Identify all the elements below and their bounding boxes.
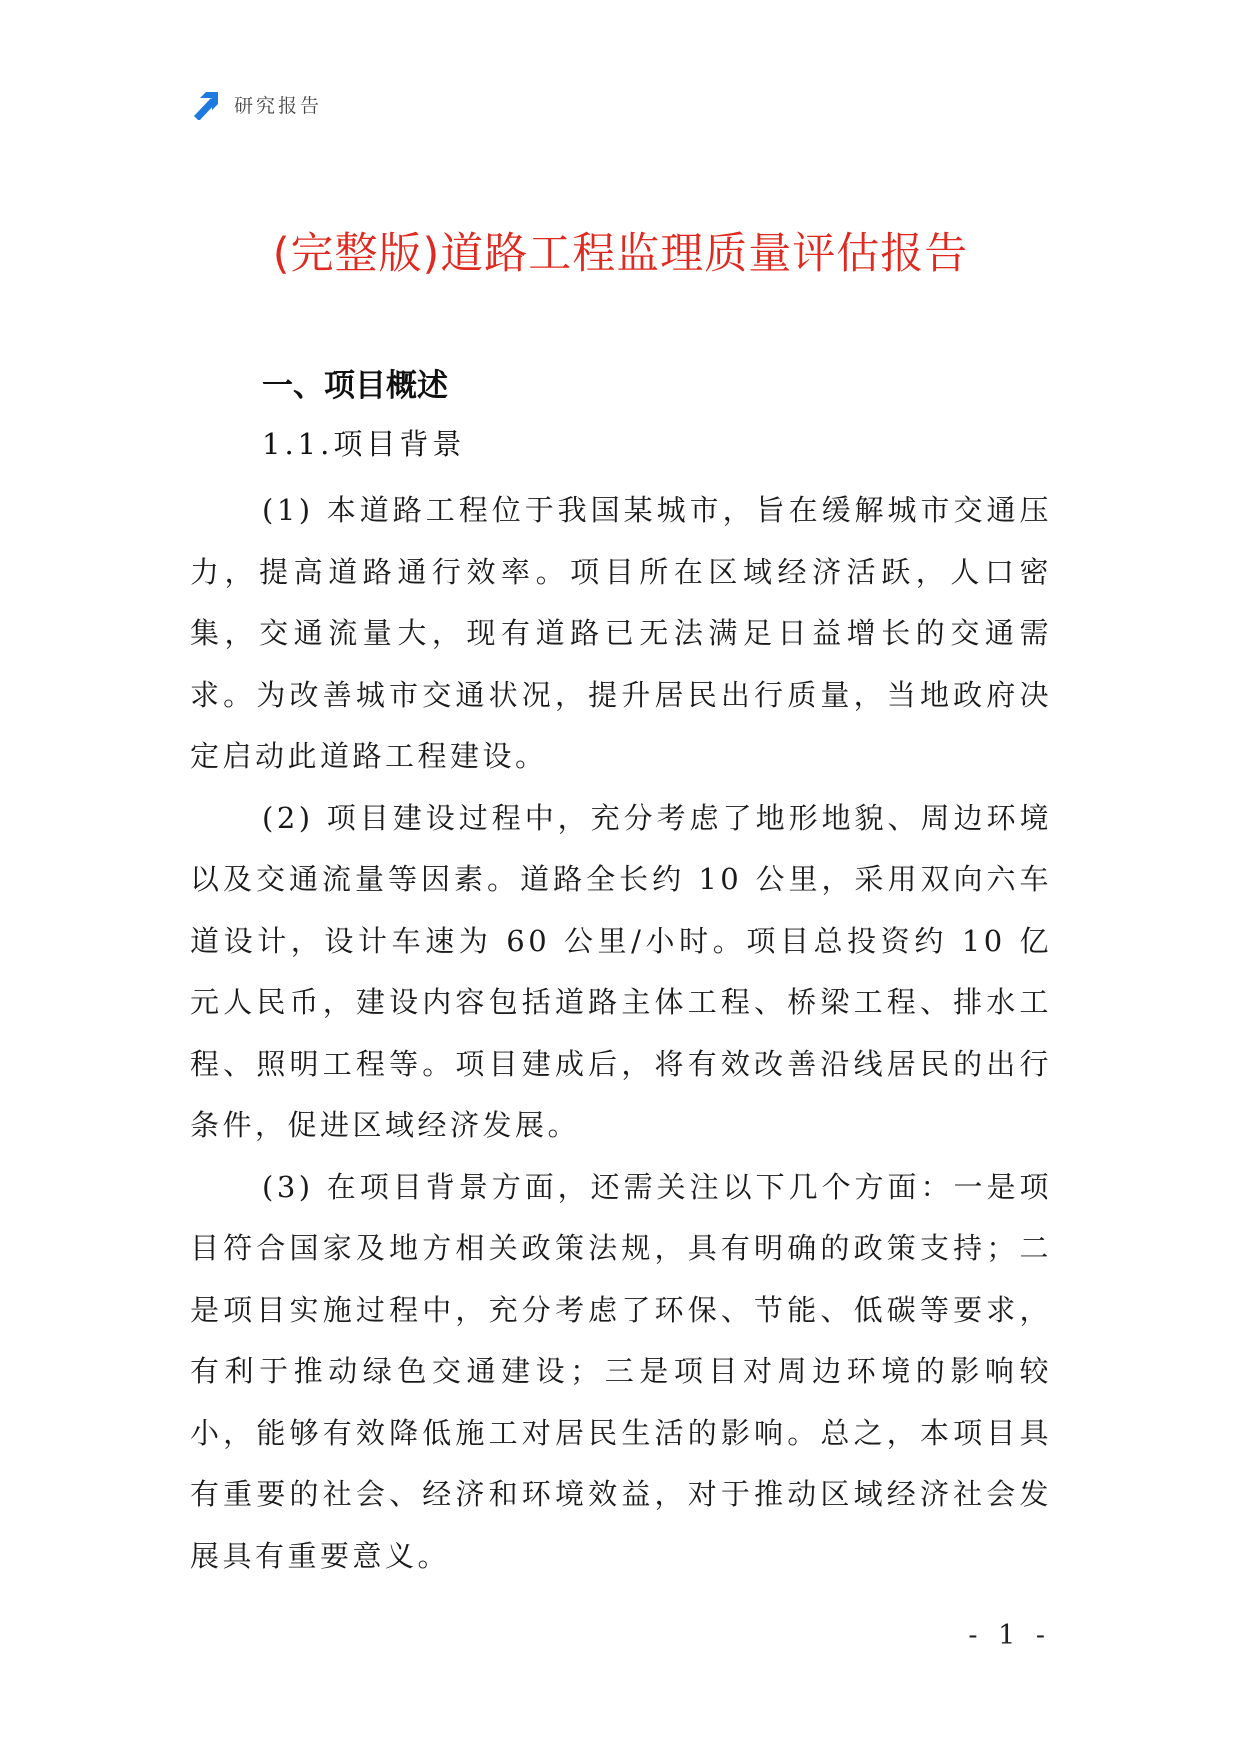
paragraph: (3) 在项目背景方面，还需关注以下几个方面：一是项目符合国家及地方相关政策法规，具有明确的政策支持；二是项目实施过程中，充分考虑了环保、节能、低碳等要求，有利于推动绿色交通建设；三是项目对周边环境的影响较小，能够有效降低施工对居民生活的影响。总之，本项目具有重要的社会、经济和环境效益，对于推动区域经济社会发展具有重要意义。 <box>190 1169 1052 1573</box>
page-number: - 1 - <box>968 1620 1051 1651</box>
header-label: 研究报告 <box>234 94 323 117</box>
sub-heading: 1.1.项目背景 <box>262 427 466 461</box>
page-header <box>190 88 322 120</box>
paragraph: (1) 本道路工程位于我国某城市，旨在缓解城市交通压力，提高道路通行效率。项目所在区域经济活跃，人口密集，交通流量大，现有道路已无法满足日益增长的交通需求。为改善城市交通状况，提升居民出行质量，当地政府决定启动此道路工程建设。 <box>190 493 1052 773</box>
arrow-up-right-icon <box>190 88 222 120</box>
body-text <box>190 480 1052 1587</box>
paragraph: (2) 项目建设过程中，充分考虑了地形地貌、周边环境以及交通流量等因素。道路全长约 10 公里，采用双向六车道设计，设计车速为 60 公里/小时。项目总投资约 10 亿元人民币，建设内容包括道路主体工程、桥梁工程、排水工程、照明工程等。项目建成后，将有效改善沿线居民的出行条件，促进区域经济发展。 <box>190 800 1052 1142</box>
section-heading: 一、项目概述 <box>262 368 448 404</box>
document-title: (完整版)道路工程监理质量评估报告 <box>272 229 969 279</box>
